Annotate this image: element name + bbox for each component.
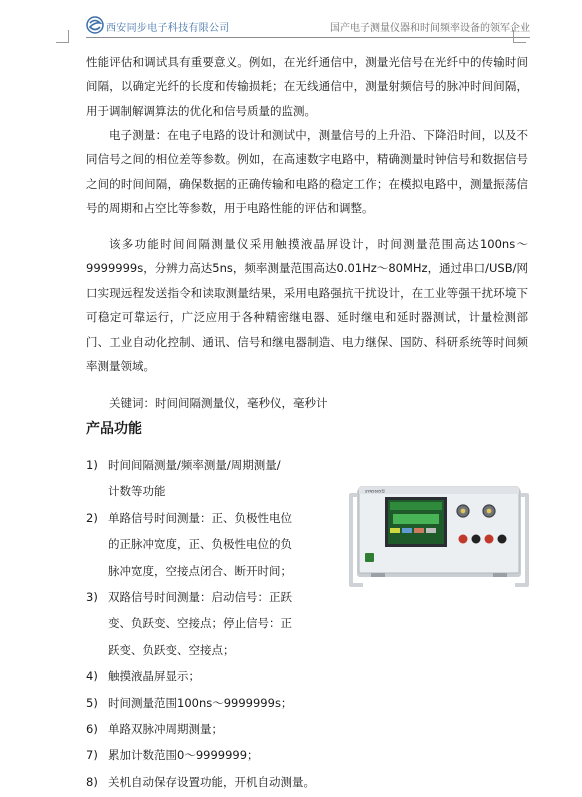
feature-text: 双路信号时间测量：启动信号：正跃 变、负跃变、空接点；停止信号：正 跃变、负跃变、空接点； (108, 590, 292, 657)
feature-text: 累加计数范围0～9999999； (108, 748, 259, 763)
feature-list (86, 452, 326, 795)
page-header (86, 15, 530, 38)
section-title: 产品功能 (86, 421, 142, 437)
feature-item (86, 742, 326, 768)
svg-text:SYN5605型: SYN5605型 (365, 489, 385, 494)
feature-text: 关机自动保存设置功能，开机自动测量。 (108, 774, 315, 789)
feature-text: 时间测量范围100ns～9999999s； (108, 695, 293, 710)
feature-text: 时间间隔测量/频率测量/周期测量/ 计数等功能 (108, 458, 281, 499)
feature-number: 8) (86, 774, 98, 789)
paragraph-intro: 性能评估和调试具有重要意义。例如，在光纤通信中，测量光信号在光纤中的传输时间间隔，以确定光纤的长度和传输损耗；在无线通信中，测量射频信号的脉冲时间间隔，用于调制解调算法的优化和信号质量的监测。 (86, 55, 528, 118)
feature-number: 4) (86, 669, 98, 684)
page-corner-mark-left (56, 30, 69, 43)
feature-number: 5) (86, 695, 98, 710)
feature-number: 6) (86, 722, 98, 737)
company-logo-icon (86, 16, 104, 34)
feature-item (86, 452, 326, 505)
feature-item (86, 505, 326, 584)
company-slogan: 国产电子测量仪器和时间频率设备的领军企业 (330, 23, 530, 34)
paragraph-product-description: 该多功能时间间隔测量仪采用触摸液晶屏设计，时间测量范围高达100ns～9999999s，分辨力高达5ns，频率测量范围高达0.01Hz～80MHz，通过串口/USB/网口实现远程发送指令和读取测量结果，采用电路强抗干扰设计，在工业等强干扰环境下可稳定可靠运行，广泛应用于各种精密继电器、延时继电和延时器测试，计量检测部门、工业自动化控制、通讯、信号和继电器制造、电力继保、国防、科研系统等时间频率测量领域。 (86, 237, 528, 374)
instrument-photo (349, 481, 529, 591)
feature-text: 触摸液晶屏显示； (108, 669, 200, 684)
feature-number: 3) (86, 590, 98, 605)
feature-item (86, 584, 326, 663)
paragraph-electronic-measurement: 电子测量：在电子电路的设计和测试中，测量信号的上升沿、下降沿时间，以及不同信号之间的相位差等参数。例如，在高速数字电路中，精确测量时钟信号和数据信号之间的时间间隔，确保数据的正确传输和电路的稳定工作；在模拟电路中，测量振荡信号的周期和占空比等参数，用于电路性能的评估和调整。 (86, 128, 528, 216)
feature-item (86, 769, 326, 795)
keywords-line: 关键词：时间间隔测量仪，毫秒仪，毫秒计 (109, 396, 328, 410)
company-name: 西安同步电子科技有限公司 (106, 23, 230, 34)
feature-number: 2) (86, 510, 98, 525)
feature-text: 单路信号时间测量：正、负极性电位 的正脉冲宽度，正、负极性电位的负 脉冲宽度，空接点闭合、断开时间； (108, 510, 292, 578)
feature-item (86, 716, 326, 742)
feature-item (86, 690, 326, 716)
feature-number: 7) (86, 748, 98, 763)
feature-text: 单路双脉冲周期测量； (108, 722, 223, 737)
feature-item (86, 663, 326, 689)
feature-number: 1) (86, 458, 98, 472)
